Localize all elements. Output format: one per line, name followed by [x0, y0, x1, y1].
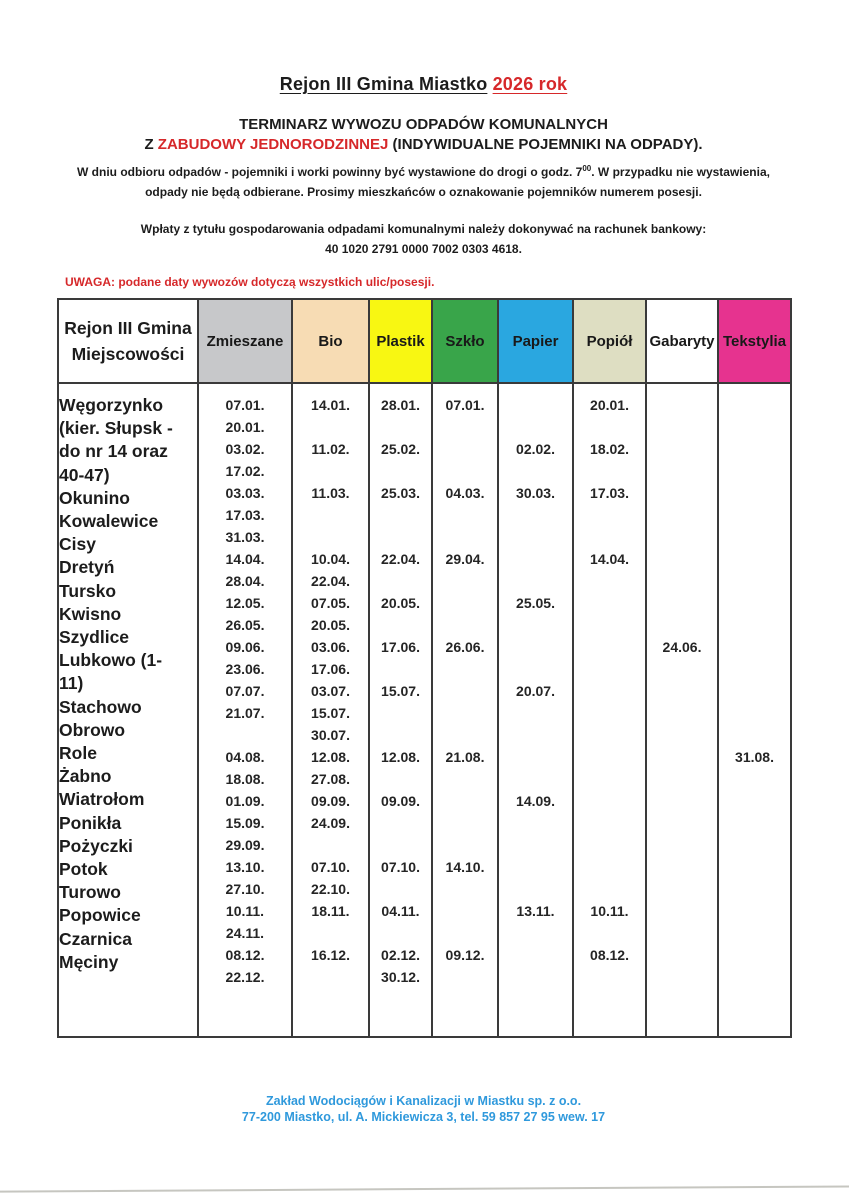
cell-szklo-styczeń: [432, 383, 498, 438]
collection-date: 07.01.: [225, 397, 265, 413]
cell-papier-luty: [498, 438, 573, 482]
cell-plastik-grudzień: [369, 944, 432, 988]
cell-tekstylia-sierpień: [718, 746, 791, 790]
locality-line: Dretyń: [59, 557, 115, 578]
payment-info: [57, 219, 790, 259]
cell-popiol-wrzesień: [573, 790, 646, 856]
collection-date: 15.07.: [381, 683, 420, 699]
schedule-table-header: [58, 299, 791, 383]
company-name: Zakład Wodociągów i Kanalizacji w Miastku sp. z o.o.: [265, 1094, 582, 1108]
cell-papier-kwiecień: [498, 548, 573, 592]
locality-list-cell: [58, 383, 198, 1037]
collection-date: 14.04.: [225, 551, 265, 567]
collection-date: 22.04.: [381, 551, 420, 567]
bank-account-number: 40 1020 2791 0000 7002 0303 4618.: [325, 242, 522, 256]
spacer-cell-bio: [292, 988, 369, 1037]
cell-tekstylia-kwiecień: [718, 548, 791, 592]
collection-date: 20.01.: [590, 397, 629, 413]
collection-date: 13.10.: [225, 859, 265, 875]
warning-note: UWAGA: podane daty wywozów dotyczą wszystkich ulic/posesji.: [65, 275, 435, 289]
subtitle-line2-highlight: ZABUDOWY JEDNORODZINNEJ: [157, 136, 389, 153]
cell-tekstylia-maj: [718, 592, 791, 636]
collection-date: 25.03.: [381, 485, 420, 501]
cell-papier-wrzesień: [498, 790, 573, 856]
cell-zmieszane-październik: [198, 856, 292, 900]
collection-date: 03.07.: [311, 683, 350, 699]
cell-gabaryty-październik: [646, 856, 718, 900]
collection-date: 31.08.: [735, 749, 774, 765]
column-header-gabaryty: Gabaryty: [646, 299, 718, 383]
cell-bio-grudzień: [292, 944, 369, 988]
column-header-papier: Papier: [498, 299, 573, 383]
locality-line: Potok: [59, 859, 108, 880]
cell-papier-styczeń: [498, 383, 573, 438]
cell-gabaryty-maj: [646, 592, 718, 636]
cell-popiol-czerwiec: [573, 636, 646, 680]
collection-date: 18.02.: [590, 441, 629, 457]
cell-popiol-marzec: [573, 482, 646, 548]
collection-date: 17.03.: [590, 485, 629, 501]
collection-date: 17.06.: [311, 661, 350, 677]
cell-bio-październik: [292, 856, 369, 900]
locality-line: Męciny: [59, 951, 119, 972]
column-header-bio: Bio: [292, 299, 369, 383]
cell-bio-marzec: [292, 482, 369, 548]
collection-date: 08.12.: [225, 947, 265, 963]
cell-popiol-lipiec: [573, 680, 646, 746]
cell-tekstylia-styczeń: [718, 383, 791, 438]
collection-date: 24.11.: [225, 925, 265, 941]
title-region-text: Rejon III Gmina Miastko: [279, 74, 488, 94]
collection-date: 27.10.: [225, 881, 265, 897]
cell-szklo-czerwiec: [432, 636, 498, 680]
cell-popiol-październik: [573, 856, 646, 900]
cell-gabaryty-lipiec: [646, 680, 718, 746]
cell-plastik-kwiecień: [369, 548, 432, 592]
collection-date: 10.11.: [590, 903, 629, 919]
spacer-cell-plastik: [369, 988, 432, 1037]
subtitle-line1: TERMINARZ WYWOZU ODPADÓW KOMUNALNYCH: [239, 116, 608, 133]
collection-date: 03.06.: [311, 639, 350, 655]
collection-note-line2: odpady nie będą odbierane. Prosimy mieszkańców o oznakowanie pojemników numerem posesji.: [145, 185, 702, 199]
collection-date: 15.09.: [225, 815, 265, 831]
cell-popiol-styczeń: [573, 383, 646, 438]
cell-bio-maj: [292, 592, 369, 636]
cell-gabaryty-luty: [646, 438, 718, 482]
cell-zmieszane-luty: [198, 438, 292, 482]
collection-date: 11.02.: [311, 441, 350, 457]
collection-date: 04.08.: [225, 749, 265, 765]
cell-tekstylia-listopad: [718, 900, 791, 944]
cell-tekstylia-marzec: [718, 482, 791, 548]
cell-gabaryty-wrzesień: [646, 790, 718, 856]
spacer-cell-gabaryty: [646, 988, 718, 1037]
collection-date: 12.05.: [225, 595, 265, 611]
cell-zmieszane-listopad: [198, 900, 292, 944]
collection-date: 14.01.: [311, 397, 350, 413]
cell-plastik-listopad: [369, 900, 432, 944]
collection-date: 20.05.: [381, 595, 420, 611]
collection-date: 14.10.: [445, 859, 485, 875]
collection-date: 22.10.: [311, 881, 350, 897]
cell-tekstylia-luty: [718, 438, 791, 482]
locality-line: Cisy: [59, 534, 96, 555]
cell-gabaryty-marzec: [646, 482, 718, 548]
collection-date: 26.05.: [225, 617, 265, 633]
collection-date: 03.02.: [225, 441, 265, 457]
locality-line: Role: [59, 743, 97, 764]
cell-szklo-lipiec: [432, 680, 498, 746]
locality-line: Obrowo: [59, 719, 126, 740]
cell-papier-czerwiec: [498, 636, 573, 680]
collection-date: 20.01.: [225, 419, 265, 435]
cell-gabaryty-sierpień: [646, 746, 718, 790]
locality-line: Tursko: [59, 580, 117, 601]
cell-plastik-maj: [369, 592, 432, 636]
collection-date: 18.11.: [311, 903, 350, 919]
schedule-table: [57, 298, 792, 1038]
cell-plastik-marzec: [369, 482, 432, 548]
collection-date: 01.09.: [225, 793, 265, 809]
locality-line: Kowalewice: [59, 511, 159, 532]
collection-date: 25.05.: [516, 595, 555, 611]
cell-zmieszane-styczeń: [198, 383, 292, 438]
cell-szklo-październik: [432, 856, 498, 900]
collection-date: 12.08.: [311, 749, 350, 765]
collection-date: 09.06.: [225, 639, 265, 655]
column-header-szklo: Szkło: [432, 299, 498, 383]
collection-date: 12.08.: [381, 749, 420, 765]
cell-popiol-luty: [573, 438, 646, 482]
cell-plastik-luty: [369, 438, 432, 482]
locality-line: Kwisno: [59, 603, 122, 624]
collection-date: 30.12.: [381, 969, 420, 985]
collection-date: 30.03.: [516, 485, 555, 501]
locality-line: Pożyczki: [59, 835, 133, 856]
cell-bio-kwiecień: [292, 548, 369, 592]
column-header-popiol: Popiół: [573, 299, 646, 383]
collection-date: 18.08.: [225, 771, 265, 787]
locality-line: do nr 14 oraz: [59, 441, 168, 462]
cell-zmieszane-kwiecień: [198, 548, 292, 592]
cell-plastik-czerwiec: [369, 636, 432, 680]
cell-bio-sierpień: [292, 746, 369, 790]
collection-date: 14.04.: [590, 551, 629, 567]
collection-date: 22.04.: [311, 573, 350, 589]
cell-bio-czerwiec: [292, 636, 369, 680]
collection-date: 20.05.: [311, 617, 350, 633]
spacer-cell-popiol: [573, 988, 646, 1037]
locality-line: Lubkowo (1-: [59, 650, 163, 671]
cell-gabaryty-listopad: [646, 900, 718, 944]
cell-tekstylia-grudzień: [718, 944, 791, 988]
collection-date: 07.05.: [311, 595, 350, 611]
cell-papier-październik: [498, 856, 573, 900]
spacer-cell-szklo: [432, 988, 498, 1037]
cell-gabaryty-kwiecień: [646, 548, 718, 592]
collection-date: 23.06.: [225, 661, 265, 677]
company-address: 77-200 Miastko, ul. A. Mickiewicza 3, tel. 59 857 27 95 wew. 17: [241, 1110, 606, 1124]
cell-plastik-wrzesień: [369, 790, 432, 856]
cell-popiol-maj: [573, 592, 646, 636]
cell-plastik-lipiec: [369, 680, 432, 746]
collection-date: 04.11.: [381, 903, 420, 919]
collection-date: 27.08.: [311, 771, 350, 787]
collection-date: 14.09.: [516, 793, 555, 809]
cell-szklo-wrzesień: [432, 790, 498, 856]
schedule-table-body: [58, 383, 791, 1037]
collection-date: 25.02.: [381, 441, 420, 457]
collection-date: 22.12.: [225, 969, 265, 985]
column-header-plastik: Plastik: [369, 299, 432, 383]
title-year-text: 2026 rok: [492, 74, 568, 94]
cell-gabaryty-czerwiec: [646, 636, 718, 680]
cell-papier-lipiec: [498, 680, 573, 746]
cell-zmieszane-czerwiec: [198, 636, 292, 680]
collection-note: [57, 159, 790, 202]
cell-popiol-sierpień: [573, 746, 646, 790]
spacer-cell-tekstylia: [718, 988, 791, 1037]
locality-line: Ponikła: [59, 812, 122, 833]
cell-bio-lipiec: [292, 680, 369, 746]
collection-date: 30.07.: [311, 727, 350, 743]
collection-date: 04.03.: [445, 485, 485, 501]
locality-header-line1: Rejon III Gmina: [64, 318, 192, 338]
collection-note-line1: [57, 159, 790, 182]
cell-popiol-kwiecień: [573, 548, 646, 592]
page-title: [57, 0, 790, 95]
cell-szklo-marzec: [432, 482, 498, 548]
collection-date: 09.12.: [445, 947, 485, 963]
cell-zmieszane-maj: [198, 592, 292, 636]
header-row: [58, 299, 791, 383]
collection-date: 03.03.: [225, 485, 265, 501]
collection-date: 28.04.: [225, 573, 265, 589]
cell-szklo-listopad: [432, 900, 498, 944]
cell-zmieszane-wrzesień: [198, 790, 292, 856]
cell-szklo-kwiecień: [432, 548, 498, 592]
cell-popiol-grudzień: [573, 944, 646, 988]
cell-papier-marzec: [498, 482, 573, 548]
cell-szklo-sierpień: [432, 746, 498, 790]
collection-date: 20.07.: [516, 683, 555, 699]
cell-tekstylia-wrzesień: [718, 790, 791, 856]
column-header-zmieszane: Zmieszane: [198, 299, 292, 383]
cell-plastik-sierpień: [369, 746, 432, 790]
cell-papier-listopad: [498, 900, 573, 944]
collection-date: 07.10.: [311, 859, 350, 875]
month-row-styczeń: [58, 383, 791, 438]
locality-line: (kier. Słupsk -: [59, 418, 173, 439]
cell-plastik-październik: [369, 856, 432, 900]
note-superscript: 00: [582, 164, 592, 173]
collection-date: 07.10.: [381, 859, 420, 875]
cell-papier-sierpień: [498, 746, 573, 790]
cell-zmieszane-marzec: [198, 482, 292, 548]
collection-date: 07.01.: [445, 397, 485, 413]
cell-popiol-listopad: [573, 900, 646, 944]
collection-date: 29.04.: [445, 551, 485, 567]
scan-edge-artifact: [0, 1185, 849, 1192]
collection-date: 08.12.: [590, 947, 629, 963]
collection-date: 17.03.: [225, 507, 265, 523]
collection-date: 07.07.: [225, 683, 265, 699]
collection-date: 24.06.: [662, 639, 702, 655]
cell-bio-styczeń: [292, 383, 369, 438]
cell-bio-luty: [292, 438, 369, 482]
payment-info-line1: Wpłaty z tytułu gospodarowania odpadami komunalnymi należy dokonywać na rachunek bankowy:: [140, 222, 707, 236]
collection-date: 17.02.: [225, 463, 265, 479]
collection-date: 10.11.: [225, 903, 265, 919]
collection-date: 17.06.: [381, 639, 420, 655]
locality-line: Węgorzynko: [59, 395, 164, 415]
collection-date: 02.12.: [381, 947, 420, 963]
collection-date: 15.07.: [311, 705, 350, 721]
cell-papier-grudzień: [498, 944, 573, 988]
cell-bio-wrzesień: [292, 790, 369, 856]
note-text-b: . W przypadku nie wystawienia,: [591, 165, 770, 179]
collection-date: 21.08.: [445, 749, 485, 765]
note-text-a: W dniu odbioru odpadów - pojemniki i worki powinny być wystawione do drogi o godz. 7: [77, 165, 583, 179]
cell-szklo-maj: [432, 592, 498, 636]
locality-line: Okunino: [59, 487, 130, 508]
collection-date: 26.06.: [445, 639, 485, 655]
cell-szklo-grudzień: [432, 944, 498, 988]
document-content: [57, 0, 790, 1038]
subtitle-line2: [57, 136, 790, 153]
collection-date: 11.03.: [311, 485, 350, 501]
collection-date: 09.09.: [311, 793, 350, 809]
locality-header-line2: Miejscowości: [71, 344, 185, 364]
spacer-cell-papier: [498, 988, 573, 1037]
collection-date: 16.12.: [311, 947, 350, 963]
spacer-cell-zmieszane: [198, 988, 292, 1037]
cell-papier-maj: [498, 592, 573, 636]
subtitle-line2-prefix: Z: [144, 136, 154, 153]
cell-tekstylia-październik: [718, 856, 791, 900]
locality-line: Wiatrołom: [59, 789, 145, 810]
collection-date: 02.02.: [516, 441, 555, 457]
collection-date: 10.04.: [311, 551, 350, 567]
cell-szklo-luty: [432, 438, 498, 482]
cell-tekstylia-czerwiec: [718, 636, 791, 680]
cell-zmieszane-grudzień: [198, 944, 292, 988]
locality-line: 40-47): [59, 464, 110, 485]
cell-zmieszane-lipiec: [198, 680, 292, 746]
collection-date: 28.01.: [381, 397, 420, 413]
cell-bio-listopad: [292, 900, 369, 944]
locality-line: Turowo: [59, 882, 121, 903]
company-footer: [57, 1093, 790, 1125]
collection-date: 13.11.: [516, 903, 555, 919]
cell-plastik-styczeń: [369, 383, 432, 438]
collection-date: 24.09.: [311, 815, 350, 831]
cell-tekstylia-lipiec: [718, 680, 791, 746]
collection-date: 21.07.: [225, 705, 265, 721]
cell-gabaryty-grudzień: [646, 944, 718, 988]
locality-line: Czarnica: [59, 928, 132, 949]
locality-line: Żabno: [59, 766, 112, 787]
locality-line: Szydlice: [59, 627, 130, 648]
column-header-tekstylia: Tekstylia: [718, 299, 791, 383]
subtitle-line2-suffix: (INDYWIDUALNE POJEMNIKI NA ODPADY).: [392, 136, 703, 153]
cell-gabaryty-styczeń: [646, 383, 718, 438]
collection-date: 31.03.: [225, 529, 265, 545]
locality-line: Stachowo: [59, 696, 142, 717]
collection-date: 09.09.: [381, 793, 420, 809]
column-header-miejscowosci: [58, 299, 198, 383]
locality-line: Popowice: [59, 905, 141, 926]
cell-zmieszane-sierpień: [198, 746, 292, 790]
collection-date: 29.09.: [225, 837, 265, 853]
locality-line: 11): [59, 673, 84, 694]
